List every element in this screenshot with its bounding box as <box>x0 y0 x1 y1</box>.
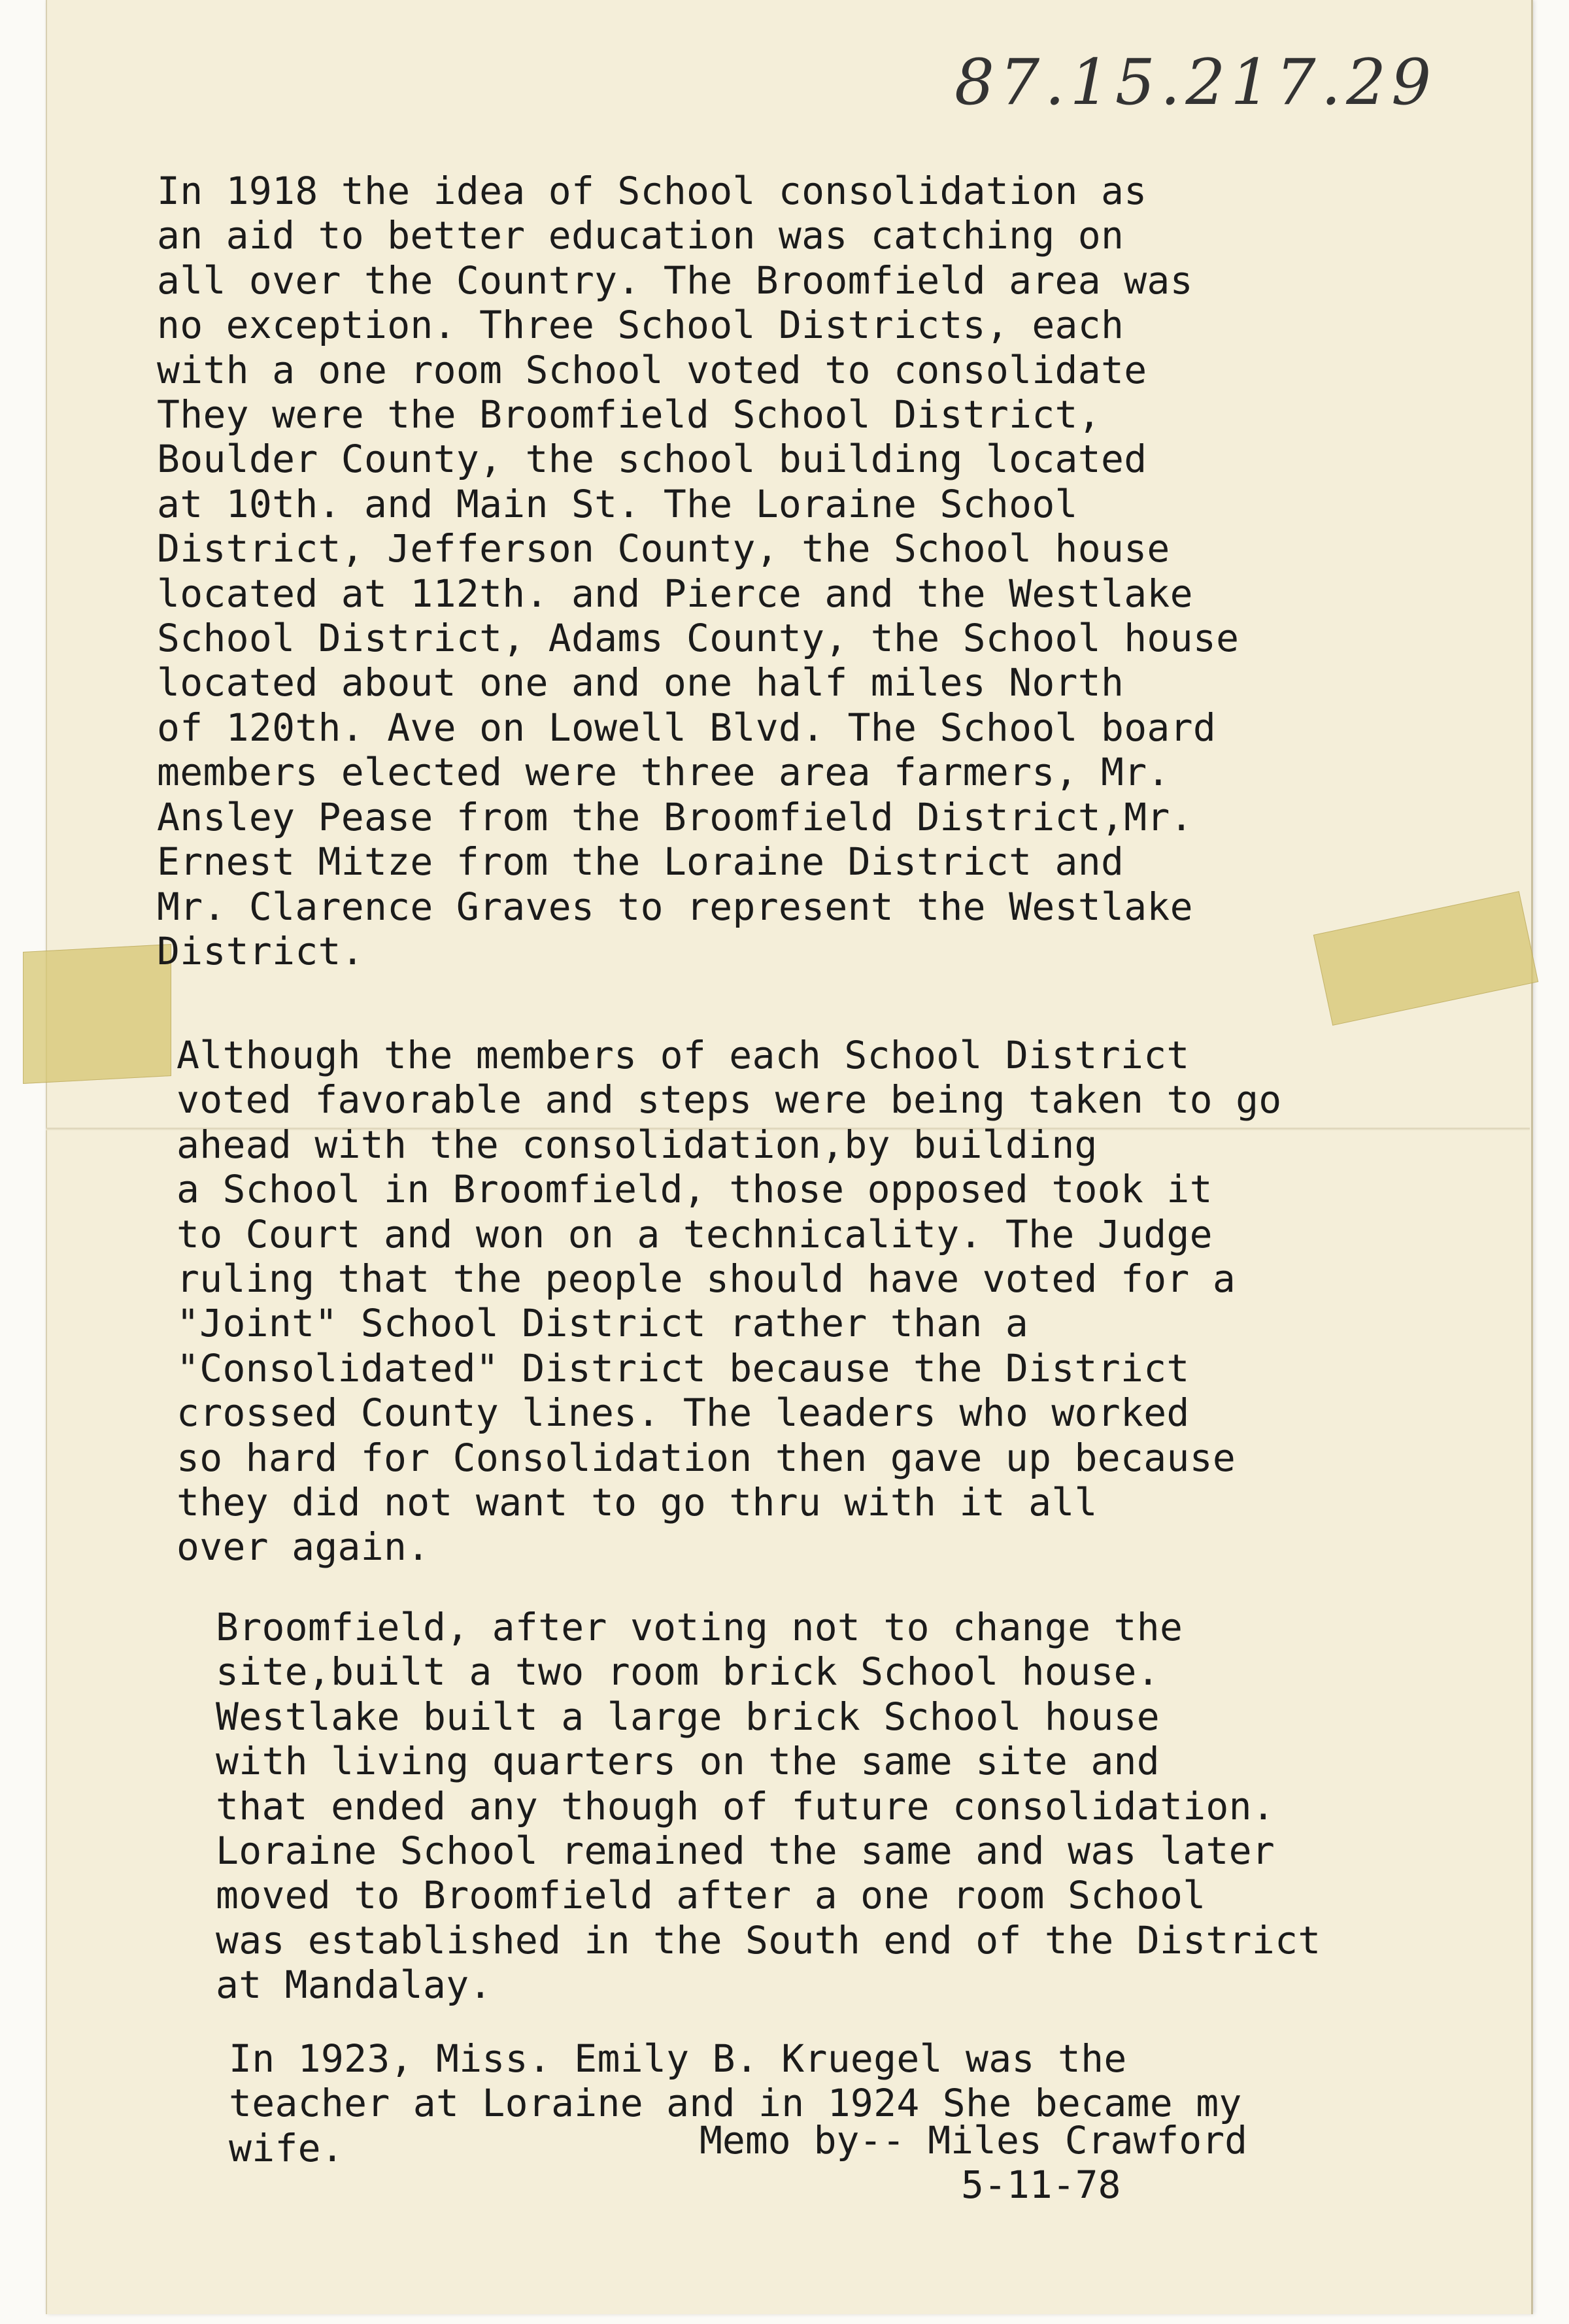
tape-strip-left <box>23 944 171 1084</box>
handwritten-archive-number: 87.15.217.29 <box>954 46 1437 119</box>
memo-date: 5-11-78 <box>961 2163 1121 2207</box>
paragraph-consolidation-1918: In 1918 the idea of School consolidation as an aid to better education was catching on all over the Country. The Broomfield area was no exception. Three School Districts, each with a one room School voted to consolidate They were the Broomfield School District, Boulder County, the school building located at 10th. and Main St. The Loraine School District, Jefferson County, the School house located at 112th. and Pierce and the Westlake School District, Adams County, the School house located about one and one half miles North of 120th. Ave on Lowell Blvd. The School board members elected were three area farmers, Mr. Ansley Pease from the Broomfield District,Mr. Ernest Mitze from the Loraine District and Mr. Clarence Graves to represent the Westlake District. <box>157 169 1240 973</box>
paragraph-teacher-wife: In 1923, Miss. Emily B. Kruegel was the teacher at Loraine and in 1924 She became my wife. <box>229 2036 1242 2170</box>
paragraph-court-ruling: Although the members of each School District voted favorable and steps were being taken to go ahead with the consolidation,by building a School in Broomfield, those opposed took it to Court and won on a technicality. The Judge ruling that the people should have voted for a "Joint" School District rather than a "Consolidated" District because the District crossed County lines. The leaders who worked so hard for Consolidation then gave up because they did not want to go thru with it all over again. <box>177 1033 1282 1570</box>
memo-byline: Memo by-- Miles Crawford <box>700 2118 1248 2163</box>
paragraph-new-schools: Broomfield, after voting not to change the site,built a two room brick School house. Westlake built a large brick School house with living quarters on the same site and that ended any though of future consolidation. Loraine School remained the same and was later moved to Broomfield after a one room School was established in the South end of the District at Mandalay. <box>216 1605 1321 2008</box>
